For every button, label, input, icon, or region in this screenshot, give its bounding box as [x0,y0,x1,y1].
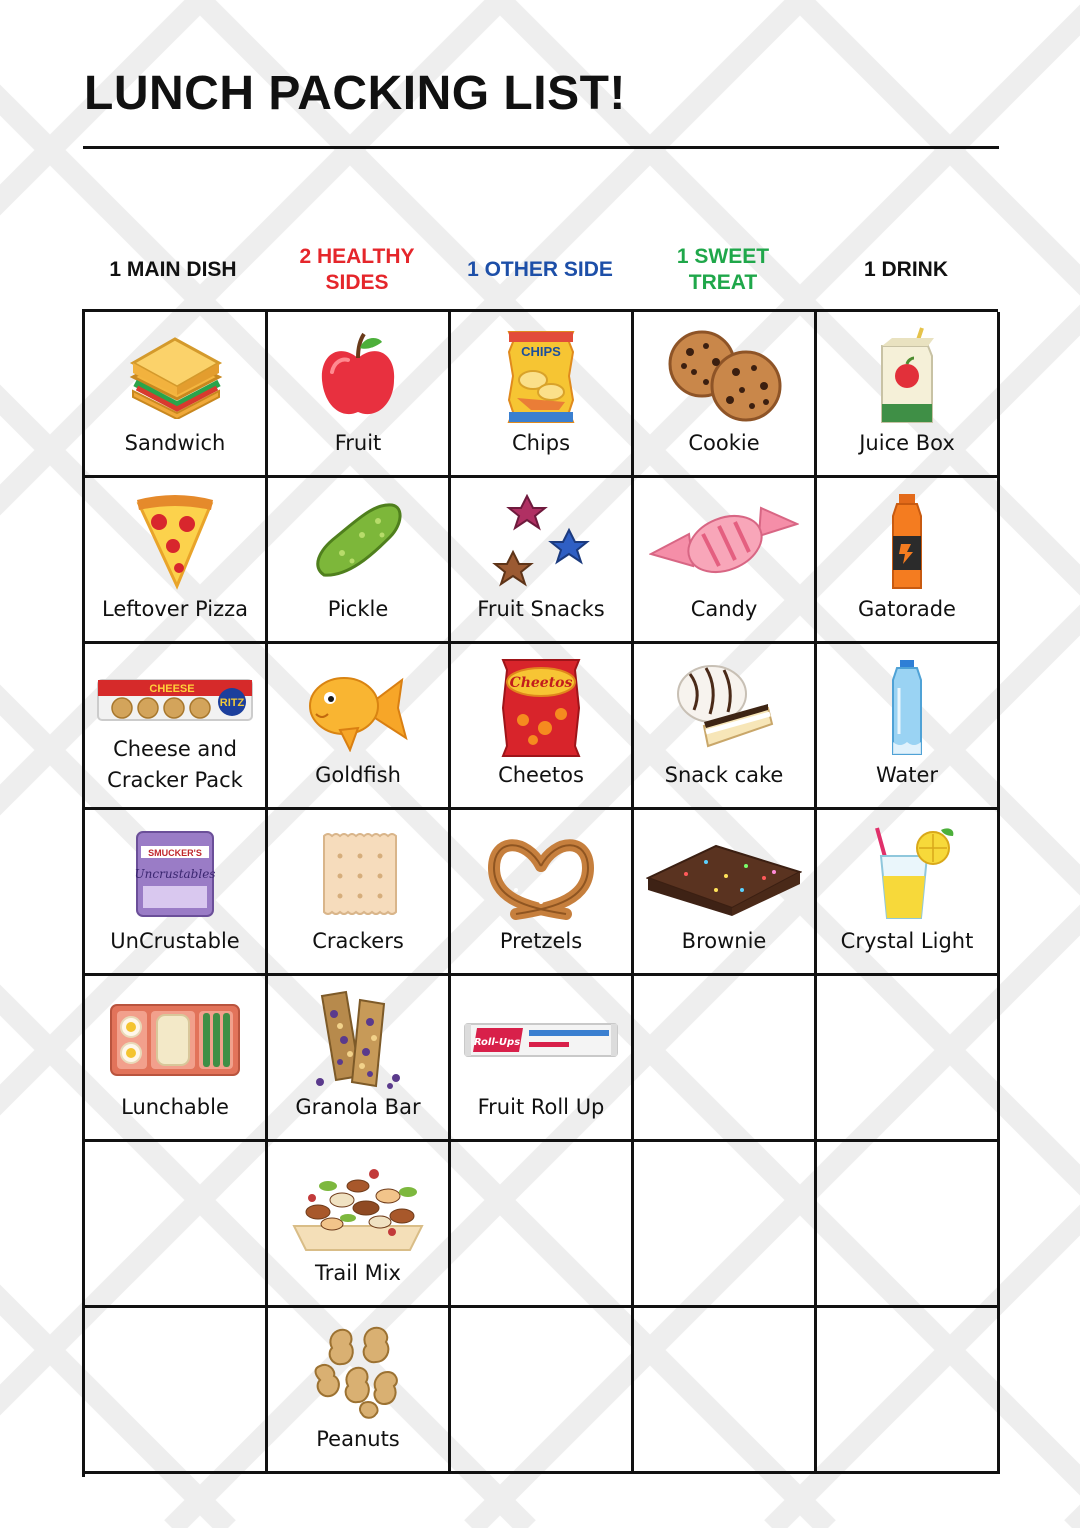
item-label: Fruit Snacks [477,597,605,621]
item-label: Cheetos [498,763,584,787]
packing-grid [82,309,998,1477]
cell-fruit-snacks [451,478,634,644]
pickle-icon [278,490,438,594]
item-label: Gatorade [858,597,956,621]
header-other-side: 1 OTHER SIDE [467,258,613,281]
cell-pickle [268,478,451,644]
item-label: Lunchable [121,1095,229,1119]
chips-bag-icon [461,324,621,428]
cell-water [817,644,1000,810]
cheese-cracker-pack-icon [95,666,255,734]
header-drink: 1 DRINK [863,258,948,281]
cell-empty [451,1308,634,1474]
item-label: Fruit Roll Up [477,1095,605,1119]
cell-cheetos [451,644,634,810]
cell-fruit [268,312,451,478]
cell-empty [85,1308,268,1474]
item-label: Pickle [327,597,389,621]
cell-sandwich [85,312,268,478]
item-label: Brownie [681,929,767,953]
pizza-slice-icon [95,490,255,594]
sandwich-icon [95,324,255,428]
candy-icon [644,490,804,594]
item-label: Crystal Light [840,929,974,953]
cell-crackers [268,810,451,976]
water-bottle-icon [827,656,987,760]
lunchable-icon [95,988,255,1092]
title-divider [83,146,999,149]
item-label: Peanuts [316,1427,400,1451]
fruit-snacks-icon [461,490,621,594]
item-label: Cheese and Cracker Pack [107,737,243,792]
peanuts-icon [278,1320,438,1424]
cell-cookie [634,312,817,478]
header-main-dish: 1 MAIN DISH [109,258,237,281]
item-label: Candy [690,597,758,621]
cell-empty [634,1308,817,1474]
uncrustable-icon [95,822,255,926]
cell-empty [817,1142,1000,1308]
item-label: UnCrustable [110,929,240,953]
granola-bar-icon [278,988,438,1092]
cell-empty [817,1308,1000,1474]
cell-crystal-light [817,810,1000,976]
cell-empty [634,976,817,1142]
item-label: Sandwich [124,431,226,455]
cell-empty [817,976,1000,1142]
item-label: Snack cake [664,763,784,787]
cheese-pack-label: CHEESE [149,683,195,695]
item-label: Juice Box [859,431,955,455]
cell-snack-cake [634,644,817,810]
cell-empty [634,1142,817,1308]
cheese-pack-brand: RITZ [219,697,245,709]
item-label: Goldfish [315,763,401,787]
cell-brownie [634,810,817,976]
item-label: Leftover Pizza [102,597,248,621]
header-sweet-treat: 1 SWEET TREAT [676,245,770,294]
fruit-roll-up-icon [461,988,621,1092]
crystal-light-glass-icon [827,822,987,926]
fruit-roll-up-brand-text: Roll-Ups [473,1037,521,1048]
item-label: Water [875,763,939,787]
chips-bag-text: CHIPS [521,344,561,359]
item-label: Trail Mix [315,1261,401,1285]
uncrustable-brand-text: SMUCKER'S [148,848,202,858]
cell-juice-box [817,312,1000,478]
item-label: Crackers [312,929,404,953]
apple-icon [278,324,438,428]
cell-fruit-roll-up [451,976,634,1142]
cell-empty [451,1142,634,1308]
cookies-icon [644,324,804,428]
juice-box-icon [827,324,987,428]
item-label: Chips [511,431,571,455]
item-label: Granola Bar [295,1095,421,1119]
trail-mix-icon [278,1154,438,1258]
gatorade-bottle-icon [827,490,987,594]
cheetos-brand-text: Cheetos [509,675,573,691]
uncrustable-name-text: Uncrustables [134,867,216,881]
item-label: Cookie [688,431,760,455]
snack-cake-icon [644,656,804,760]
cell-uncrustable [85,810,268,976]
cracker-icon [278,822,438,926]
cheetos-bag-icon [461,656,621,760]
header-healthy-sides: 2 HEALTHY SIDES [299,245,415,294]
item-label: Pretzels [499,929,583,953]
pretzel-icon [461,822,621,926]
cell-goldfish [268,644,451,810]
cell-cheese-cracker-pack [85,644,268,810]
cell-leftover-pizza [85,478,268,644]
cell-empty [85,1142,268,1308]
page-title: LUNCH PACKING LIST! [84,67,626,120]
cell-peanuts [268,1308,451,1474]
cell-chips [451,312,634,478]
item-label: Fruit [334,431,382,455]
cell-granola-bar [268,976,451,1142]
cell-lunchable [85,976,268,1142]
cell-pretzels [451,810,634,976]
cell-trail-mix [268,1142,451,1308]
cell-gatorade [817,478,1000,644]
brownie-icon [644,822,804,926]
goldfish-icon [278,656,438,760]
cell-candy [634,478,817,644]
